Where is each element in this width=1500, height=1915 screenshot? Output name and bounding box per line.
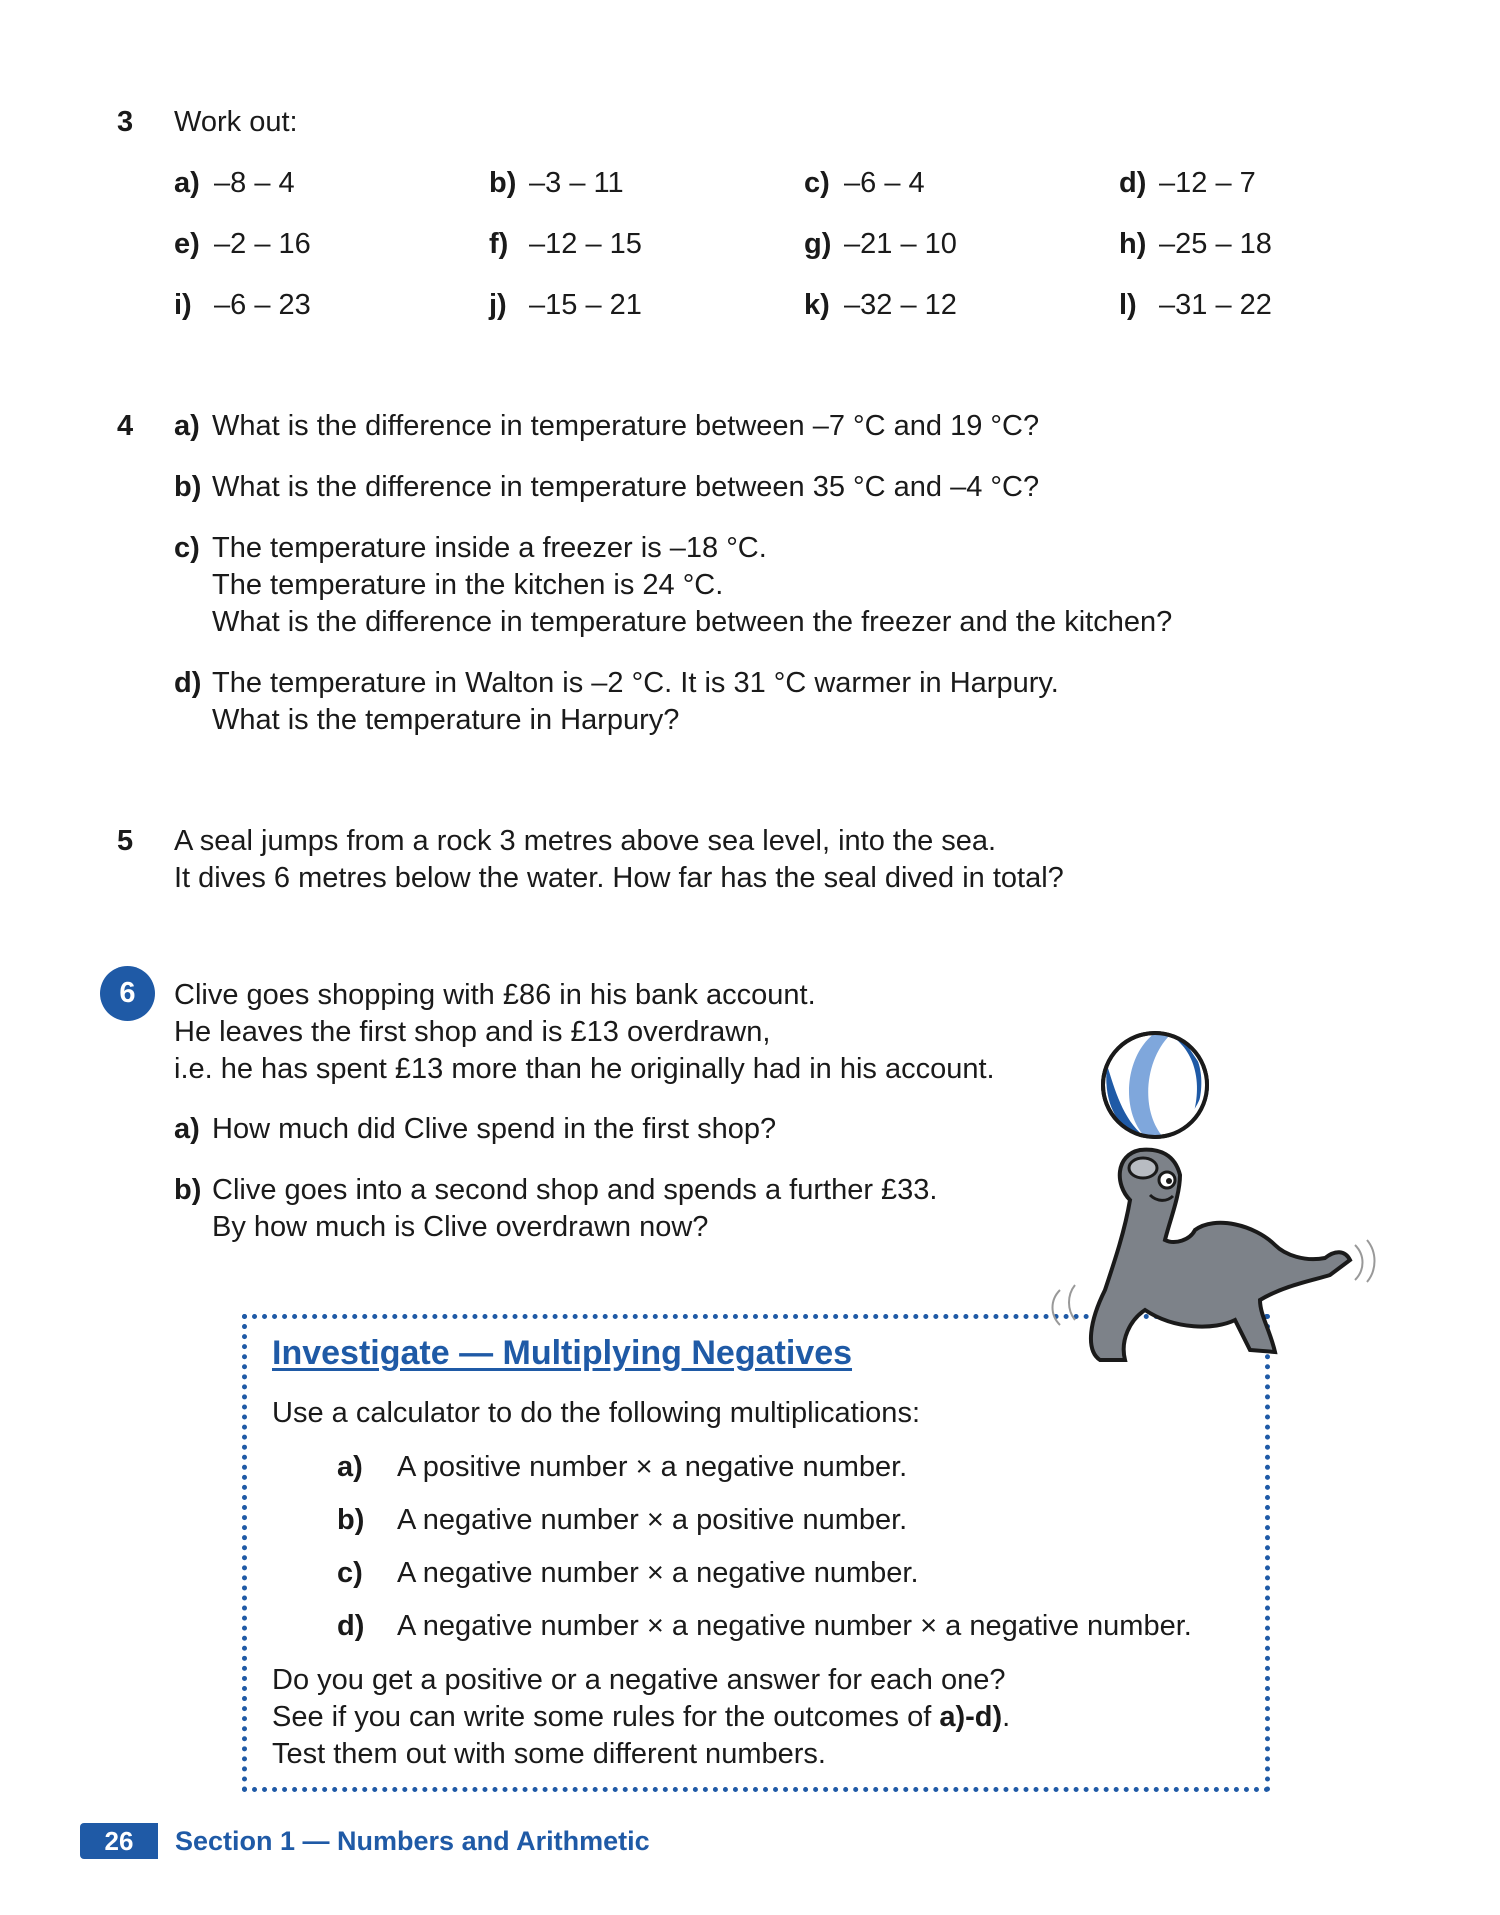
q3-item-b — [489, 165, 624, 202]
q6-part-text: By how much is Clive overdrawn now? — [212, 1211, 709, 1243]
q4-part-label: d) — [174, 667, 202, 699]
investigate-outro — [272, 1662, 1010, 1773]
q6-part-text: How much did Clive spend in the first shop? — [212, 1113, 777, 1145]
question-6-number-badge: 6 — [100, 966, 155, 1021]
q6-part-text: Clive goes into a second shop and spends a further £33. — [212, 1174, 938, 1206]
investigate-item-d — [337, 1608, 1192, 1645]
page-number: 26 — [80, 1823, 158, 1859]
q6-line: Clive goes shopping with £86 in his bank account. — [174, 979, 816, 1011]
q3-item-a — [174, 165, 295, 202]
outro-text: See if you can write some rules for the outcomes of — [272, 1701, 940, 1733]
seal-with-beach-ball-icon — [1045, 1030, 1385, 1390]
q5-line: A seal jumps from a rock 3 metres above sea level, into the sea. — [174, 825, 997, 857]
q4-part-b — [174, 469, 1374, 506]
q3-item-label: d) — [1119, 167, 1147, 199]
q3-item-expr: –6 – 23 — [214, 289, 311, 321]
investigate-outro-line: Test them out with some different numbers. — [272, 1738, 826, 1770]
q3-item-label: c) — [804, 167, 830, 199]
section-title: Section 1 — Numbers and Arithmetic — [175, 1826, 650, 1856]
q6-line: He leaves the first shop and is £13 overdrawn, — [174, 1016, 771, 1048]
q4-part-text: The temperature in the kitchen is 24 °C. — [212, 569, 724, 601]
q5-line: It dives 6 metres below the water. How far has the seal dived in total? — [174, 862, 1064, 894]
question-6-text — [174, 977, 995, 1088]
investigate-item-c — [337, 1555, 919, 1592]
investigate-item-label: a) — [337, 1451, 363, 1483]
q3-item-l — [1119, 287, 1272, 324]
investigate-title: Investigate — Multiplying Negatives — [272, 1334, 853, 1372]
q4-part-text: What is the difference in temperature between 35 °C and –4 °C? — [212, 471, 1040, 503]
investigate-item-b — [337, 1502, 907, 1539]
q3-item-f — [489, 226, 642, 263]
q3-item-expr: –21 – 10 — [844, 228, 957, 260]
q4-part-label: b) — [174, 471, 202, 503]
q3-item-label: k) — [804, 289, 830, 321]
q6-part-label: b) — [174, 1174, 202, 1206]
q3-item-k — [804, 287, 957, 324]
beach-ball-icon — [1103, 1033, 1207, 1137]
investigate-item-text: A negative number × a positive number. — [397, 1504, 908, 1536]
q4-part-text: What is the difference in temperature between the freezer and the kitchen? — [212, 606, 1173, 638]
q3-item-label: l) — [1119, 289, 1137, 321]
q3-item-label: e) — [174, 228, 200, 260]
q3-item-label: h) — [1119, 228, 1147, 260]
question-3-prompt: Work out: — [174, 106, 298, 138]
investigate-item-a — [337, 1449, 907, 1486]
q3-item-expr: –6 – 4 — [844, 167, 925, 199]
investigate-item-text: A negative number × a negative number. — [397, 1557, 919, 1589]
q6-line: i.e. he has spent £13 more than he originally had in his account. — [174, 1053, 995, 1085]
q3-item-e — [174, 226, 311, 263]
q4-part-a — [174, 408, 1374, 445]
q3-item-expr: –3 – 11 — [529, 167, 624, 199]
q3-item-expr: –12 – 7 — [1159, 167, 1256, 199]
q3-item-h — [1119, 226, 1272, 263]
q4-part-label: c) — [174, 532, 200, 564]
investigate-item-text: A positive number × a negative number. — [397, 1451, 908, 1483]
q4-part-text: The temperature inside a freezer is –18 °C. — [212, 532, 767, 564]
q4-part-text: The temperature in Walton is –2 °C. It is 31 °C warmer in Harpury. — [212, 667, 1059, 699]
q3-item-expr: –32 – 12 — [844, 289, 957, 321]
q3-item-label: a) — [174, 167, 200, 199]
q3-item-i — [174, 287, 311, 324]
investigate-item-label: d) — [337, 1610, 365, 1642]
q3-item-c — [804, 165, 925, 202]
q3-item-label: f) — [489, 228, 509, 260]
q4-part-c — [174, 530, 1374, 641]
q3-item-label: i) — [174, 289, 192, 321]
investigate-item-text: A negative number × a negative number × a negative number. — [397, 1610, 1192, 1642]
q3-item-expr: –8 – 4 — [214, 167, 295, 199]
question-5-text — [174, 823, 1064, 897]
investigate-item-label: c) — [337, 1557, 363, 1589]
q3-item-label: g) — [804, 228, 832, 260]
q3-item-d — [1119, 165, 1256, 202]
q4-part-label: a) — [174, 410, 200, 442]
q4-part-d — [174, 665, 1374, 739]
question-3-number: 3 — [117, 106, 134, 138]
question-5-number: 5 — [117, 825, 134, 857]
investigate-outro-line — [272, 1699, 1010, 1736]
q3-item-expr: –25 – 18 — [1159, 228, 1272, 260]
q3-item-expr: –31 – 22 — [1159, 289, 1272, 321]
question-4-number: 4 — [117, 410, 134, 442]
q6-part-label: a) — [174, 1113, 200, 1145]
outro-text: . — [1002, 1701, 1011, 1733]
investigate-outro-line: Do you get a positive or a negative answer for each one? — [272, 1664, 1006, 1696]
q3-item-expr: –2 – 16 — [214, 228, 311, 260]
q3-item-j — [489, 287, 642, 324]
q4-part-text: What is the difference in temperature between –7 °C and 19 °C? — [212, 410, 1040, 442]
q3-item-label: b) — [489, 167, 517, 199]
q3-item-g — [804, 226, 957, 263]
q3-item-expr: –15 – 21 — [529, 289, 642, 321]
investigate-intro: Use a calculator to do the following multiplications: — [272, 1397, 920, 1429]
investigate-item-label: b) — [337, 1504, 365, 1536]
q3-item-expr: –12 – 15 — [529, 228, 642, 260]
outro-bold-range: a)-d) — [939, 1701, 1003, 1733]
q3-item-label: j) — [489, 289, 507, 321]
q4-part-text: What is the temperature in Harpury? — [212, 704, 680, 736]
